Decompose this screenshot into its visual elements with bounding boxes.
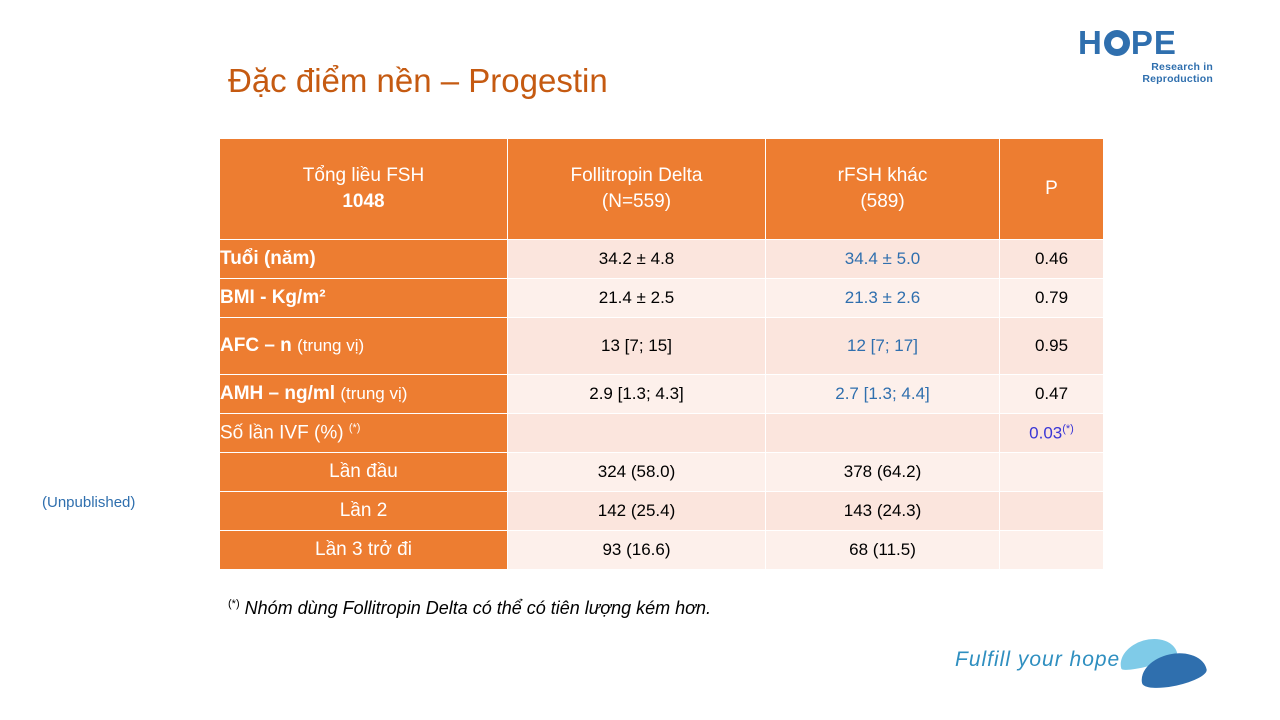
tagline: Fulfill your hope [955, 648, 1121, 671]
cell-follitropin-delta: 324 (58.0) [508, 453, 766, 492]
table-row [220, 318, 1104, 375]
row-label-text: AMH – ng/ml [220, 383, 341, 404]
header-col-a-line1: Follitropin Delta [570, 165, 703, 186]
row-label [220, 318, 508, 375]
row-label-text: Tuổi (năm) [220, 248, 316, 269]
footnote-marker: (*) [228, 598, 240, 610]
cell-follitropin-delta: 13 [7; 15] [508, 318, 766, 375]
eye-icon [1104, 30, 1130, 56]
hope-logo-letter-h: H [1078, 24, 1103, 61]
cell-p: 0.46 [1000, 240, 1104, 279]
cell-p [1000, 531, 1104, 570]
cell-p: 0.79 [1000, 279, 1104, 318]
table-row [220, 414, 1104, 453]
table-row [220, 492, 1104, 531]
header-cell-label [220, 139, 508, 240]
row-label [220, 375, 508, 414]
row-label-text: Lần 3 trở đi [315, 539, 412, 560]
cell-p: 0.47 [1000, 375, 1104, 414]
cell-p [1000, 414, 1104, 453]
header-label-line2: 1048 [342, 191, 385, 212]
table-row [220, 531, 1104, 570]
row-label-footnote-marker: (*) [348, 421, 361, 434]
row-label [220, 279, 508, 318]
baseline-characteristics-table [219, 138, 1104, 570]
row-label [220, 240, 508, 279]
table-row [220, 375, 1104, 414]
cell-p-value: 0.03 [1029, 423, 1063, 443]
row-label [220, 492, 508, 531]
row-label-text: AFC – n [220, 335, 298, 356]
row-label-text: Lần đầu [329, 461, 398, 482]
row-label [220, 531, 508, 570]
cell-p: 0.95 [1000, 318, 1104, 375]
page-title: Đặc điểm nền – Progestin [228, 62, 608, 99]
cell-follitropin-delta: 34.2 ± 4.8 [508, 240, 766, 279]
cell-p [1000, 492, 1104, 531]
cell-rfsh-khac: 378 (64.2) [766, 453, 1000, 492]
header-cell-rfsh-khac [766, 139, 1000, 240]
hope-logo [1078, 24, 1213, 85]
header-col-p: P [1045, 178, 1058, 199]
cell-follitropin-delta: 93 (16.6) [508, 531, 766, 570]
hope-logo-letters-pe: PE [1130, 24, 1177, 61]
cell-rfsh-khac: 21.3 ± 2.6 [766, 279, 1000, 318]
cell-follitropin-delta: 142 (25.4) [508, 492, 766, 531]
cell-follitropin-delta: 2.9 [1.3; 4.3] [508, 375, 766, 414]
table-row [220, 240, 1104, 279]
header-cell-p [1000, 139, 1104, 240]
header-cell-follitropin-delta [508, 139, 766, 240]
cell-rfsh-khac: 68 (11.5) [766, 531, 1000, 570]
table-footnote [228, 598, 711, 619]
row-label-text: BMI - Kg/m² [220, 287, 326, 308]
row-label-text: Số lần IVF (%) [220, 422, 349, 444]
cell-rfsh-khac: 2.7 [1.3; 4.4] [766, 375, 1000, 414]
table-row [220, 279, 1104, 318]
leaf-icon [1118, 634, 1208, 692]
cell-follitropin-delta [508, 414, 766, 453]
hope-logo-subtitle: Research in Reproduction [1142, 61, 1213, 85]
cell-rfsh-khac: 143 (24.3) [766, 492, 1000, 531]
row-label-subtext: (trung vị) [297, 336, 365, 355]
header-col-b-line1: rFSH khác [837, 165, 928, 186]
hope-logo-wordmark [1078, 26, 1213, 60]
cell-p-footnote-marker: (*) [1062, 422, 1074, 435]
unpublished-note: (Unpublished) [42, 494, 136, 511]
row-label-text: Lần 2 [339, 500, 388, 521]
cell-rfsh-khac: 34.4 ± 5.0 [766, 240, 1000, 279]
cell-rfsh-khac [766, 414, 1000, 453]
cell-rfsh-khac: 12 [7; 17] [766, 318, 1000, 375]
header-col-b-line2: (589) [860, 191, 905, 212]
footnote-text: Nhóm dùng Follitropin Delta có thể có tiên lượng kém hơn. [239, 598, 712, 618]
table-header-row [220, 139, 1104, 240]
cell-follitropin-delta: 21.4 ± 2.5 [508, 279, 766, 318]
row-label [220, 453, 508, 492]
table-row [220, 453, 1104, 492]
row-label-subtext: (trung vị) [340, 384, 408, 403]
header-col-a-line2: (N=559) [601, 191, 672, 212]
row-label [220, 414, 508, 453]
header-label-line1: Tổng liều FSH [302, 165, 425, 186]
cell-p [1000, 453, 1104, 492]
